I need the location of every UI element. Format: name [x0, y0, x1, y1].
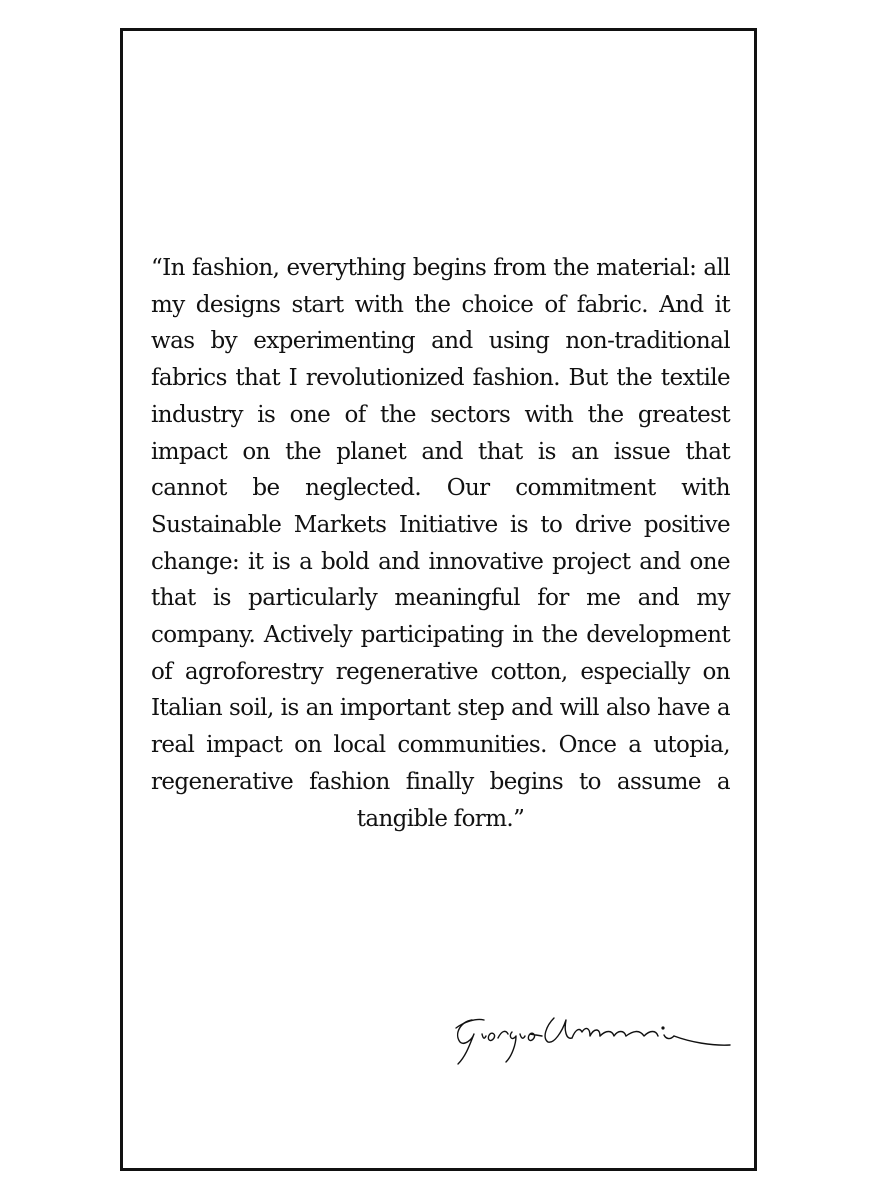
signature [450, 1008, 735, 1068]
quote-text: “In fashion, everything begins from the material: all my designs start with the choice of fabric. And it was by experimenting and using non-traditional fabrics that I revolutionized fashion. But the textile industry is one of the sectors with the greatest impact on the planet and that is an issue that cannot be neglected. Our commitment with Sustainable Markets Initiative is to drive positive change: it is a bold and innovative project and one that is particularly meaningful for me and my company. Actively participating in the development of agroforestry regenerative cotton, especially on Italian soil, is an important step and will also have a real impact on local communities. Once a utopia, regenerative fashion finally begins to assume a tangible form.” [151, 255, 730, 832]
signature-graphic [450, 1008, 735, 1068]
